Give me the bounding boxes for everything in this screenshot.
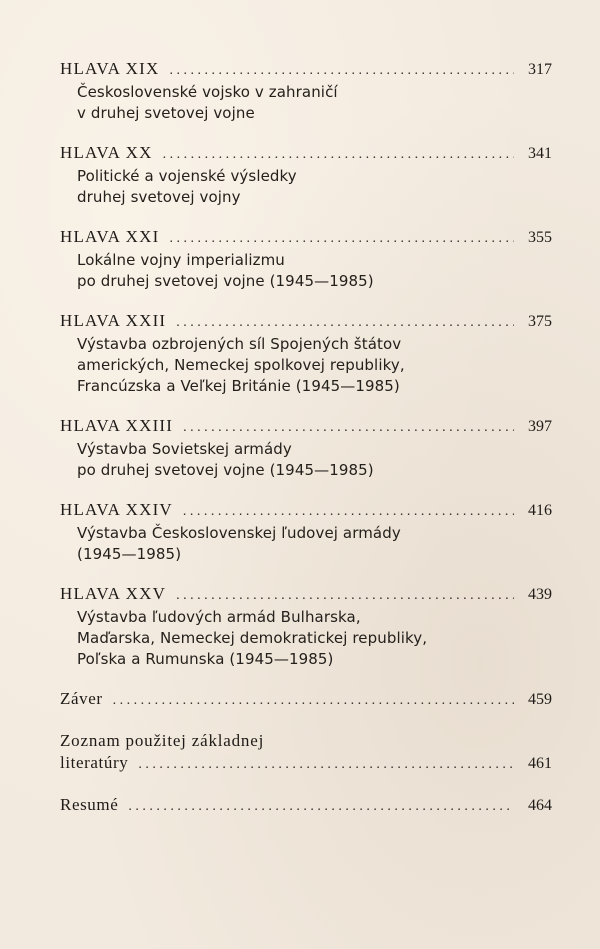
subtitle-line: amerických, Nemeckej spolkovej republiky, — [77, 356, 405, 374]
toc-entry-chapter-23 — [60, 415, 552, 481]
subtitle-line: Výstavba ozbrojených síl Spojených štátov — [77, 335, 402, 353]
subtitle-line: Československé vojsko v zahraničí — [77, 83, 338, 101]
subtitle-line: Politické a vojenské výsledky — [77, 167, 297, 185]
chapter-subtitle — [60, 250, 552, 292]
dot-leader — [138, 754, 514, 776]
toc-entry-chapter-21 — [60, 226, 552, 292]
chapter-title: HLAVA XXIV — [60, 500, 173, 519]
page-number: 397 — [528, 418, 552, 435]
dot-leader — [176, 312, 514, 334]
page-number: 317 — [528, 61, 552, 78]
subtitle-line: (1945—1985) — [77, 545, 182, 563]
subtitle-line: v druhej svetovej vojne — [77, 104, 255, 122]
dot-leader — [176, 585, 514, 607]
subtitle-line: Výstavba Československej ľudovej armády — [77, 524, 401, 542]
chapter-heading-line — [60, 58, 552, 82]
dot-leader — [169, 228, 514, 250]
dot-leader — [113, 690, 514, 712]
page-number: 461 — [528, 755, 552, 772]
subtitle-line: Poľska a Rumunska (1945—1985) — [77, 650, 334, 668]
chapter-subtitle — [60, 523, 552, 565]
dot-leader — [183, 417, 514, 439]
subtitle-line: Maďarska, Nemeckej demokratickej republiky, — [77, 629, 428, 647]
chapter-title: HLAVA XXI — [60, 227, 160, 246]
chapter-subtitle — [60, 607, 552, 670]
page-number: 416 — [528, 502, 552, 519]
subtitle-line: Výstavba ľudových armád Bulharska, — [77, 608, 361, 626]
chapter-title: HLAVA XIX — [60, 59, 160, 78]
chapter-heading-line — [60, 310, 552, 334]
bibliography-line — [60, 752, 552, 776]
chapter-heading-line — [60, 415, 552, 439]
page-number: 439 — [528, 586, 552, 603]
page-number: 375 — [528, 313, 552, 330]
dot-leader — [183, 501, 514, 523]
toc-entry-chapter-25 — [60, 583, 552, 670]
chapter-title: HLAVA XX — [60, 143, 153, 162]
chapter-subtitle — [60, 439, 552, 481]
subtitle-line: po druhej svetovej vojne (1945—1985) — [77, 272, 374, 290]
chapter-title: HLAVA XXIII — [60, 416, 174, 435]
subtitle-line: druhej svetovej vojny — [77, 188, 241, 206]
conclusion-title: Záver — [60, 689, 103, 708]
subtitle-line: Výstavba Sovietskej armády — [77, 440, 292, 458]
subtitle-line: po druhej svetovej vojne (1945—1985) — [77, 461, 374, 479]
dot-leader — [163, 144, 514, 166]
toc-entry-chapter-24 — [60, 499, 552, 565]
toc-entry-bibliography — [60, 730, 552, 776]
bibliography-title-line-2: literatúry — [60, 753, 129, 772]
toc-entry-conclusion — [60, 688, 552, 712]
conclusion-line — [60, 688, 552, 712]
toc-entry-chapter-20 — [60, 142, 552, 208]
table-of-contents — [60, 58, 552, 836]
dot-leader — [169, 60, 514, 82]
chapter-subtitle — [60, 82, 552, 124]
page-number: 459 — [528, 691, 552, 708]
page-number: 341 — [528, 145, 552, 162]
bibliography-title-line-1: Zoznam použitej základnej — [60, 731, 265, 750]
toc-entry-chapter-19 — [60, 58, 552, 124]
chapter-heading-line — [60, 142, 552, 166]
chapter-heading-line — [60, 226, 552, 250]
subtitle-line: Francúzska a Veľkej Británie (1945—1985) — [77, 377, 400, 395]
chapter-title: HLAVA XXV — [60, 584, 167, 603]
chapter-title: HLAVA XXII — [60, 311, 167, 330]
chapter-subtitle — [60, 166, 552, 208]
page-number: 464 — [528, 797, 552, 814]
resume-line — [60, 794, 552, 818]
toc-entry-chapter-22 — [60, 310, 552, 397]
bibliography-heading — [60, 730, 552, 752]
subtitle-line: Lokálne vojny imperializmu — [77, 251, 285, 269]
chapter-heading-line — [60, 583, 552, 607]
toc-entry-resume — [60, 794, 552, 818]
dot-leader — [128, 796, 514, 818]
page-number: 355 — [528, 229, 552, 246]
chapter-subtitle — [60, 334, 552, 397]
resume-title: Resumé — [60, 795, 119, 814]
chapter-heading-line — [60, 499, 552, 523]
